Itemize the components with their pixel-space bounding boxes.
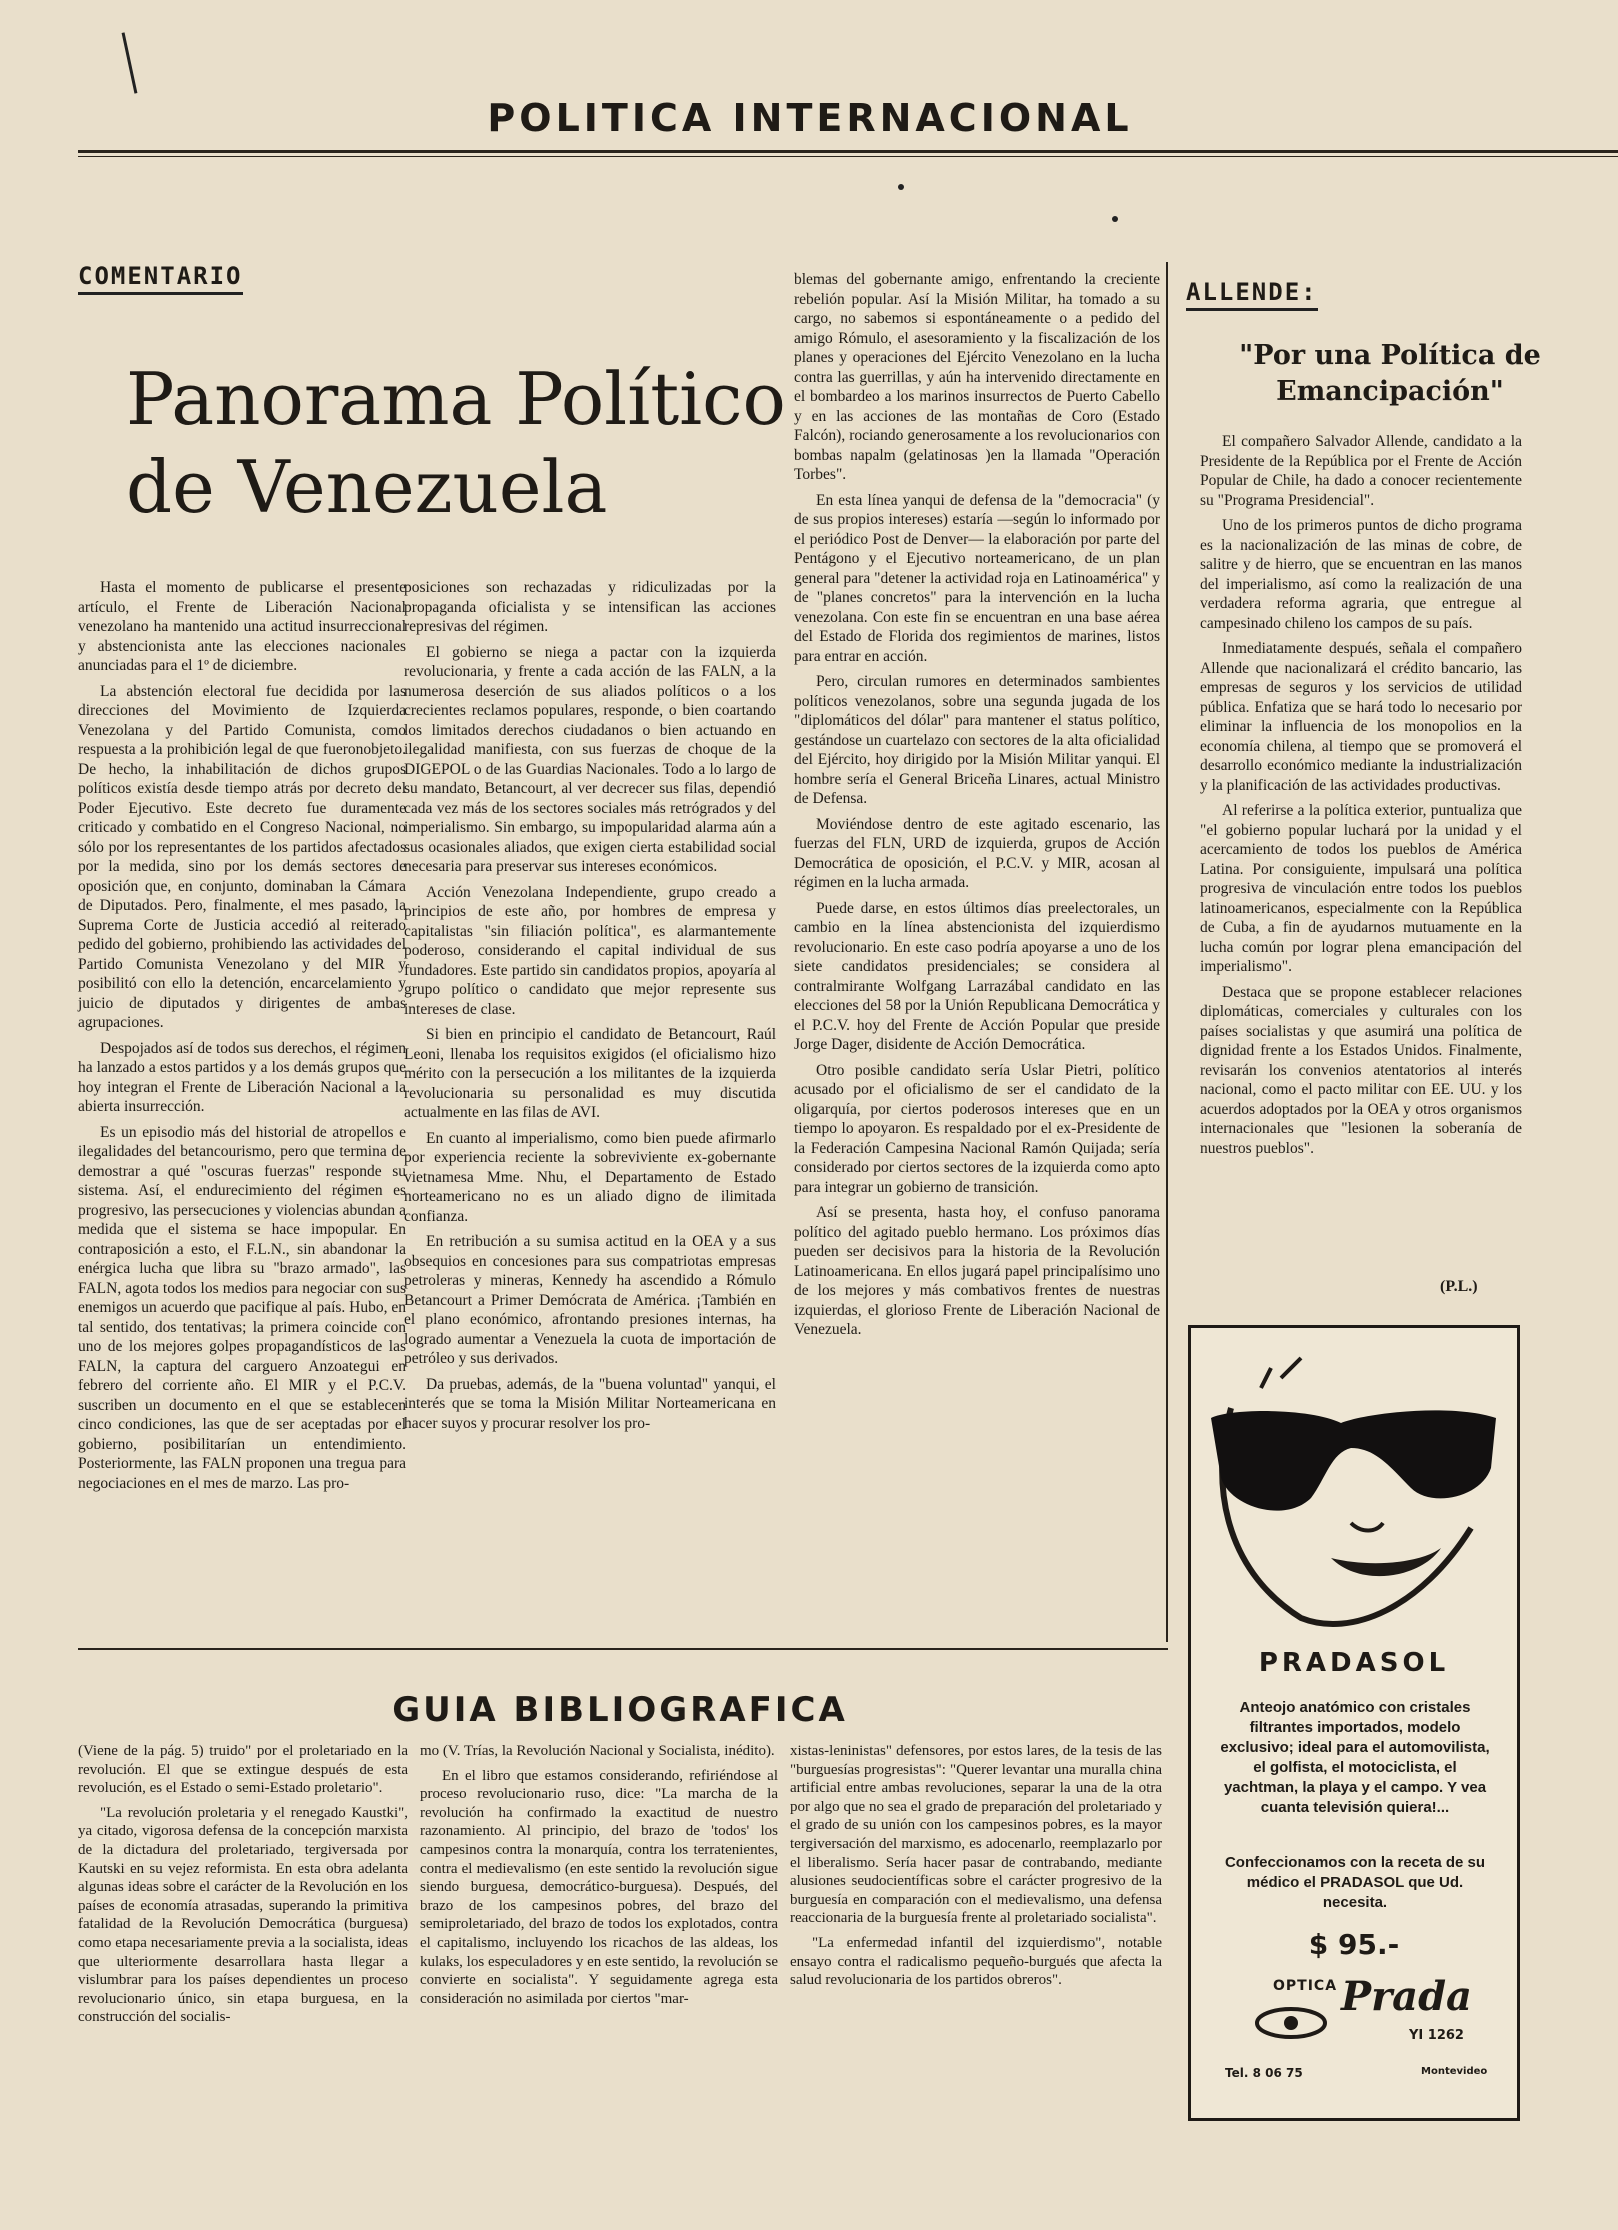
ad-city: Montevideo [1421,2066,1488,2077]
pradasol-advertisement [1188,1325,1520,2121]
ad-phone: Tel. 8 06 75 [1225,2066,1303,2080]
comentario-column-3 [794,270,1160,1346]
paragraph: Destaca que se propone establecer relaciones diplomáticas, comerciales y culturales con los países socialistas y que asumirá una política de dignidad frente a los Estados Unidos. Finalmente, revisarán los convenios atentatorios al interés nacional, como el pacto militar con EE. UU. y los acuerdos adoptados por la OEA y otros organismos internacionales que "lesionen la soberanía de nuestros pueblos". [1200,983,1522,1157]
comentario-kicker: COMENTARIO [78,262,243,295]
smile-mouth [1331,1548,1441,1576]
article-headline [126,355,786,531]
allende-kicker: ALLENDE: [1186,278,1318,311]
paragraph: mo (V. Trías, la Revolución Nacional y Socialista, inédito). [420,1743,775,1759]
paragraph: El compañero Salvador Allende, candidato a la Presidente de la República por el Frente de Acción Popular de Chile, ha dado a conocer recientemente su "Programa Presidencial". [1200,433,1522,509]
hair-stroke [1261,1358,1301,1388]
paragraph: "La enfermedad infantil del izquierdismo", notable ensayo contra el radicalismo pequeño-burgués que afecta la salud revolucionaria de los partidos obreros". [790,1934,1162,1989]
paragraph: xistas-leninistas" defensores, por estos lares, de la tesis de las "burguesías progresistas": "Querer levantar una muralla china artificial entre ambas revoluciones, separar la una de la otra por algo que no sea el grado de preparación del proletariado y el grado de su unión con los campesinos pobres, es la mayor tergiversación del marxismo, es adocenarlo, reemplazarlo por el liberalismo. Sería hacer pasar de contrabando, mediante alusiones seudocientíficas sobre el carácter progresivo de la burguesía en comparación con el medievalismo, una defensa reaccionaria de la burguesía frente al proletariado socialista". [790,1743,1162,1927]
guia-title: GUIA BIBLIOGRAFICA [392,1690,848,1730]
header-rule-thin [78,156,1618,157]
comentario-column-1 [78,578,406,1499]
paragraph: blemas del gobernante amigo, enfrentando la creciente rebelión popular. Así la Misión Militar, ha tomado a su cargo, no sabemos si espontáneamente o a pedido del amigo Rómulo, el asesoramiento y la fiscalización de los planes y operaciones del Ejército Venezolano en la lucha contra las guerrillas, y aún ha intervenido directamente en el bombardeo a los marinos insurrectos de Puerto Cabello y en las acciones de las montañas de Coro (Estado Falcón), rociando generosamente a los revolucionarios con bombas napalm (gelatinosas )en la llamada "Operación Torbes". [794,271,1160,483]
paragraph: El gobierno se niega a pactar con la izquierda revolucionaria, y frente a cada acción de las FALN, a la numerosa deserción de sus aliados políticos o a los crecientes reclamos populares, responde, o bien coartando los limitados derechos ciudadanos o bien actuando en ilegalidad manifiesta, con sus fuerzas de choque de la DIGEPOL o de las Guardias Nacionales. Todo a lo largo de su mandato, Betancourt, al ver decrecer sus filas, dependió cada vez más de los sectores sociales más retrógrados y del imperialismo. Sin embargo, su impopularidad alarma aún a sus ocasionales aliados, que exigen cierta estabilidad social necesaria para preservar sus intereses económicos. [404,643,776,875]
guia-column-1 [78,1742,408,2033]
headline-line-2: de Venezuela [126,445,608,529]
ad-price: $ 95.- [1308,1928,1400,1961]
comentario-column-2 [404,578,776,1439]
paragraph: "La revolución proletaria y el renegado Kaustki", ya citado, vigorosa defensa de la concepción marxista de la dictadura del proletariado, tergiversada por Kautski en su vejez reformista. En esta obra adelanta algunas ideas sobre el carácter de la Revolución en los países de economía atrasadas, superando la primitiva fatalidad de la Revolución Democrática (burguesa) como etapa necesariamente previa a la socialista, ideas que ulteriormente desarrollara hasta llegar a vislumbrar para los países dependientes un proceso revolucionario único, sin etapa burguesa, en la construcción del socialis- [78,1804,408,2026]
paragraph: Despojados así de todos sus derechos, el régimen ha lanzado a estos partidos y a los demás grupos que hoy integran el Frente de Liberación Nacional a la abierta insurrección. [78,1039,406,1115]
allende-headline: "Por una Política de Emancipación" [1239,340,1541,407]
paragraph: Es un episodio más del historial de atropellos e ilegalidades del betancourismo, pero que termina de demostrar a qué "oscuras fuerzas" responde su sistema. Así, el endurecimiento del régimen es progresivo, las persecuciones y violencias abundan a medida que el sistema se hace impopular. En contraposición a esto, el F.L.N., sin abandonar la enérgica lucha que libra su "brazo armado", las FALN, agota todos los medios para negociar con sus enemigos un acuerdo que pacifique al país. Hubo, en tal sentido, dos tentativas; la primera coincide con uno de los mejores golpes propagandísticos de las FALN, la captura del carguero Anzoategui en febrero del corriente año. El MIR y el P.C.V. suscriben un documento en el que se establecen cinco condiciones, las que de ser aceptadas por el gobierno, posibilitarían un entendimiento. Posteriormente, las FALN proponen una tregua para negociaciones en el mes de marzo. Las pro- [78,1123,406,1492]
allende-column [1200,432,1522,1164]
paragraph: posiciones son rechazadas y ridiculizadas por la propaganda oficialista y se intensifican las acciones represivas del régimen. [404,579,776,635]
ad-optica-label: OPTICA [1273,1978,1338,1994]
paragraph: Moviéndose dentro de este agitado escenario, las fuerzas del FLN, URD de izquierda, grupos de Acción Democrática de oposición, el P.C.V. y MIR, acosan al régimen en la lucha armada. [794,815,1160,891]
paragraph: Pero, circulan rumores en determinados sambientes políticos venezolanos, sobre una segunda jugada de los "diplomáticos del dólar" para mantener el status político, gestándose un cuartelazo con sectores de la alta oficialidad del Ejército, hoy dirigido por la Misión Militar yanqui. El hombre sería el General Briceña Linares, actual Ministro de Defensa. [794,673,1160,807]
headline-line-1: Panorama Político [126,357,786,441]
paragraph: Acción Venezolana Independiente, grupo creado a principios de este año, por hombres de empresa y capitalistas "sin filiación política", es alarmantemente poderoso, considerando el capital individual de sus fundadores. Este partido sin candidatos propios, apoyaría al grupo político o candidato que mejor represente sus intereses de clase. [404,883,776,1018]
paragraph: Si bien en principio el candidato de Betancourt, Raúl Leoni, llenaba los requisitos exigidos (el oficialismo hizo mérito con la persecución a los militantes de la izquierda revolucionaria su personalidad es muy discutida actualmente en las filas de AVI. [404,1026,776,1121]
print-dot [898,184,904,190]
paragraph: La abstención electoral fue decidida por las direcciones del Movimiento de Izquierda Venezolana y del Partido Comunista, como respuesta a la prohibición legal de que fueronobjeto. De hecho, la inhabilitación de dichos grupos políticos existía desde tiempo atrás por decreto del Poder Ejecutivo. Este decreto fue duramente criticado y combatido en el Congreso Nacional, no sólo por los representantes de los partidos afectados por la medida, sino por los demás sectores de oposición que, en conjunto, dominaban la Cámara de Diputados. Pero, finalmente, el mes pasado, la Suprema Corte de Justicia accedió al reiterado pedido del gobierno, prohibiendo las actividades del Partido Comunista Venezolano y del MIR y posibilitó con ello la detención, encarcelamiento y juicio de diputados y dirigentes de ambas agrupaciones. [78,682,406,1031]
header-rule [78,150,1618,153]
sunglasses-face-illustration [1191,1328,1517,1638]
section-title: POLITICA INTERNACIONAL [487,96,1133,140]
paragraph: Inmediatamente después, señala el compañero Allende que nacionalizará el crédito bancario, las empresas de seguros y los servicios de utilidad pública. Enfatiza que se hará todo lo necesario por eliminar la influencia de los monopolios en la economía chilena, al tiempo que se promoverá el desarrollo económico mediante la industrialización y la planificación de las actividades productivas. [1200,640,1522,794]
paragraph: Otro posible candidato sería Uslar Pietri, político acusado por el oficialismo de ser el candidato de la oligarquía, por ciertos poderosos intereses que en un tiempo lo apoyaron. Es respaldado por el ex-Presidente de la Federación Campesina Nacional Ramón Quijada; sería considerado por ciertos sectores de la izquierda como apto para integrar un gobierno de transición. [794,1061,1160,1196]
paragraph: Así se presenta, hasta hoy, el confuso panorama político del agitado pueblo hermano. Los próximos días pueden ser decisivos para la historia de la Revolución Latinoamericana. En ellos jugará papel principalísimo uno de los mejores y más combativos frentes de nuestras izquierdas, el glorioso Frente de Liberación Nacional de Venezuela. [794,1204,1160,1338]
ad-address: YI 1262 [1409,2028,1464,2043]
section-divider [78,1648,1168,1650]
paragraph: En cuanto al imperialismo, como bien puede afirmarlo por experiencia reciente la sobreviviente ex-gobernante vietnamesa Mme. Nhu, el Departamento de Estado norteamericano no es un aliado digno de ilimitada confianza. [404,1129,776,1225]
guia-column-3 [790,1742,1162,1996]
paragraph: Hasta el momento de publicarse el presente artículo, el Frente de Liberación Nacional venezolano ha mantenido una actitud insurreccional y abstencionista ante las elecciones nacionales anunciadas para el 1º de diciembre. [78,579,406,674]
nose-line [1351,1523,1383,1531]
paragraph: Da pruebas, además, de la "buena voluntad" yanqui, el interés que se toma la Misión Militar Norteamericana en hacer suyos y procurar resolver los pro- [404,1375,776,1432]
column-divider [1166,262,1168,1642]
ad-description: Anteojo anatómico con cristales filtrantes importados, modelo exclusivo; ideal para el automovilista, el golfista, el motociclista, el yachtman, la playa y el campo. Y vea cuanta televisión quiera!... [1220,1699,1490,1816]
ad-prada-label: Prada [1341,1973,1472,2020]
ad-brand: PRADASOL [1258,1648,1450,1678]
print-dot [1112,216,1118,222]
sunglasses-icon [1211,1410,1496,1510]
paragraph: (Viene de la pág. 5) truido" por el proletariado en la revolución. El que se extingue después de esta revolución, es el Estado o semi-Estado proletario". [78,1743,408,1797]
paragraph: Al referirse a la política exterior, puntualiza que "el gobierno popular luchará por la unidad y el acercamiento de todos los pueblos de América Latina. Por consiguiente, impulsará una política progresiva de vinculación entre todos los pueblos latinoamericanos, especialmente con la República de Cuba, a fin de ayudarnos mutuamente en la lucha común por lograr plena emancipación del imperialismo". [1200,802,1522,975]
paragraph: En retribución a su sumisa actitud en la OEA y a sus obsequios en concesiones para sus compatriotas empresas petroleras y mineras, Kennedy ha ascendido a Rómulo Betancourt a Primer Demócrata de América. ¡También en el plano económico, afrontando presiones internas, ha logrado aumentar a Venezuela la cuota de importación de petróleo y sus derivados. [404,1233,776,1367]
guia-column-2 [420,1742,778,2014]
paragraph: Puede darse, en estos últimos días preelectorales, un cambio en la línea abstencionista del izquierdismo revolucionario. En este caso podría apoyarse a uno de los siete candidatos presidenciales; se considera al contralmirante Wolfgang Larrazábal candidato en las elecciones del 58 por la Unión Republicana Democrática y el P.C.V. hoy del Frente de Acción Popular que preside Jorge Dager, disidente de Acción Democrática. [794,899,1160,1053]
corner-pen-mark [122,32,138,93]
paragraph: Uno de los primeros puntos de dicho programa es la nacionalización de las minas de cobre, de salitre y de hierro, que se encuentran en las manos del imperialismo, así como la realización de una verdadera reforma agraria, que entregue al campesinado chileno los campos de su país. [1200,517,1522,632]
paragraph: En el libro que estamos considerando, refiriéndose al proceso revolucionario ruso, dice: "La marcha de la revolución ha confirmado la exactitud de nuestro razonamiento. Al principio, del brazo de 'todos' los campesinos contra la monarquía, contra los terratenientes, contra el medievalismo (en este sentido la revolución sigue siendo burguesa, democrático-burguesa). Después, del brazo de los campesinos pobres, del brazo del semiproletariado, del brazo de todos los explotados, contra el capitalismo, incluyendo los ricachos de las aldeas, los kulaks, los especuladores y en este sentido, la revolución se convierte en socialista". Y seguidamente agrega esta consideración no asimilada por ciertos "mar- [420,1767,778,2007]
paragraph: En esta línea yanqui de defensa de la "democracia" (y de sus propios intereses) estaría —según lo informado por el periódico Post de Denver— la elaboración por parte del Pentágono y el Ejecutivo norteamericano, de un plan general para "detener la actividad roja en Latinoamérica" y de "planes concretos" para la intervención en la lucha venezolana. Con este fin se encuentran en una base aérea del Estado de Florida dos regimientos de marines, listos para entrar en acción. [794,491,1160,665]
ad-prescription-note: Confeccionamos con la receta de su médico el PRADASOL que Ud. necesita. [1224,1854,1486,1911]
agency-signature: (P.L.) [1440,1278,1478,1295]
